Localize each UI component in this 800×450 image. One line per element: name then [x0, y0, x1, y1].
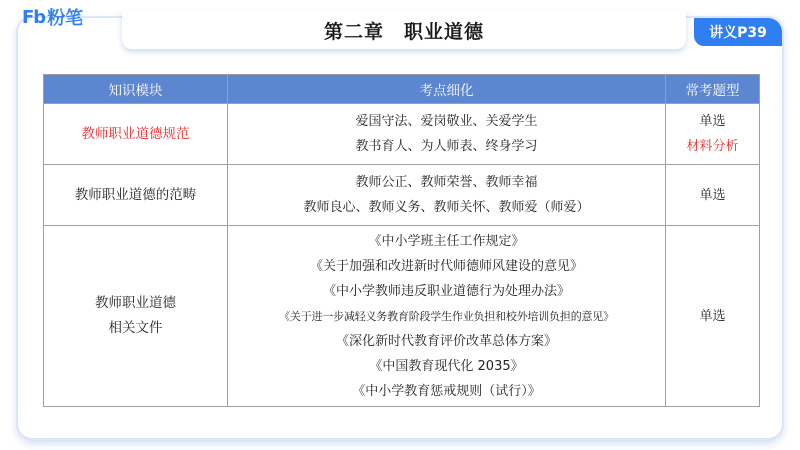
- points-cell: [228, 104, 666, 165]
- question-type: 单选: [699, 114, 726, 129]
- point-item: 《关于进一步减轻义务教育阶段学生作业负担和校外培训负担的意见》: [279, 309, 614, 323]
- header-types: 常考题型: [666, 75, 760, 104]
- title-bar: [122, 11, 686, 49]
- point-item: 教书育人、为人师表、终身学习: [355, 139, 538, 154]
- page-reference-text: 讲义P39: [709, 25, 767, 41]
- point-item: 《中小学教育惩戒规则（试行）》: [352, 383, 541, 399]
- question-type: 单选: [699, 187, 726, 203]
- point-item: 教师良心、教师义务、教师关怀、教师爱（师爱）: [303, 200, 590, 215]
- brand-mark: Fb: [22, 6, 46, 28]
- point-item: 《中小学教师违反职业道德行为处理办法》: [322, 283, 570, 299]
- brand-name: 粉笔: [47, 8, 84, 29]
- brand-logo: [22, 4, 83, 30]
- point-item: 《中国教育现代化 2035》: [369, 358, 524, 374]
- point-item: 教师公正、教师荣誉、教师幸福: [355, 175, 538, 190]
- module-name: 教师职业道德: [95, 295, 176, 311]
- table-header-row: [44, 75, 760, 104]
- knowledge-table: [43, 74, 760, 407]
- module-cell: [44, 226, 228, 407]
- question-type: 材料分析: [686, 139, 739, 154]
- module-name: 教师职业道德的范畴: [74, 186, 197, 203]
- point-item: 《深化新时代教育评价改革总体方案》: [335, 333, 557, 349]
- table-row: [44, 226, 760, 407]
- table-row: [44, 104, 760, 165]
- point-item: 《关于加强和改进新时代师德师风建设的意见》: [309, 258, 583, 274]
- points-cell: [228, 165, 666, 226]
- types-cell: [666, 104, 760, 165]
- module-name: 相关文件: [108, 320, 163, 336]
- module-cell: [44, 104, 228, 165]
- page-reference-badge: [694, 18, 782, 46]
- page-title: 第二章 职业道德: [323, 20, 484, 43]
- header-points: 考点细化: [228, 75, 666, 104]
- question-type: 单选: [699, 308, 726, 324]
- module-name: 教师职业道德规范: [81, 125, 190, 142]
- types-cell: [666, 165, 760, 226]
- module-cell: [44, 165, 228, 226]
- types-cell: [666, 226, 760, 407]
- point-item: 《中小学班主任工作规定》: [368, 233, 525, 249]
- table-row: [44, 165, 760, 226]
- header-module: 知识模块: [44, 75, 228, 104]
- points-cell: [228, 226, 666, 407]
- point-item: 爱国守法、爱岗敬业、关爱学生: [355, 114, 538, 129]
